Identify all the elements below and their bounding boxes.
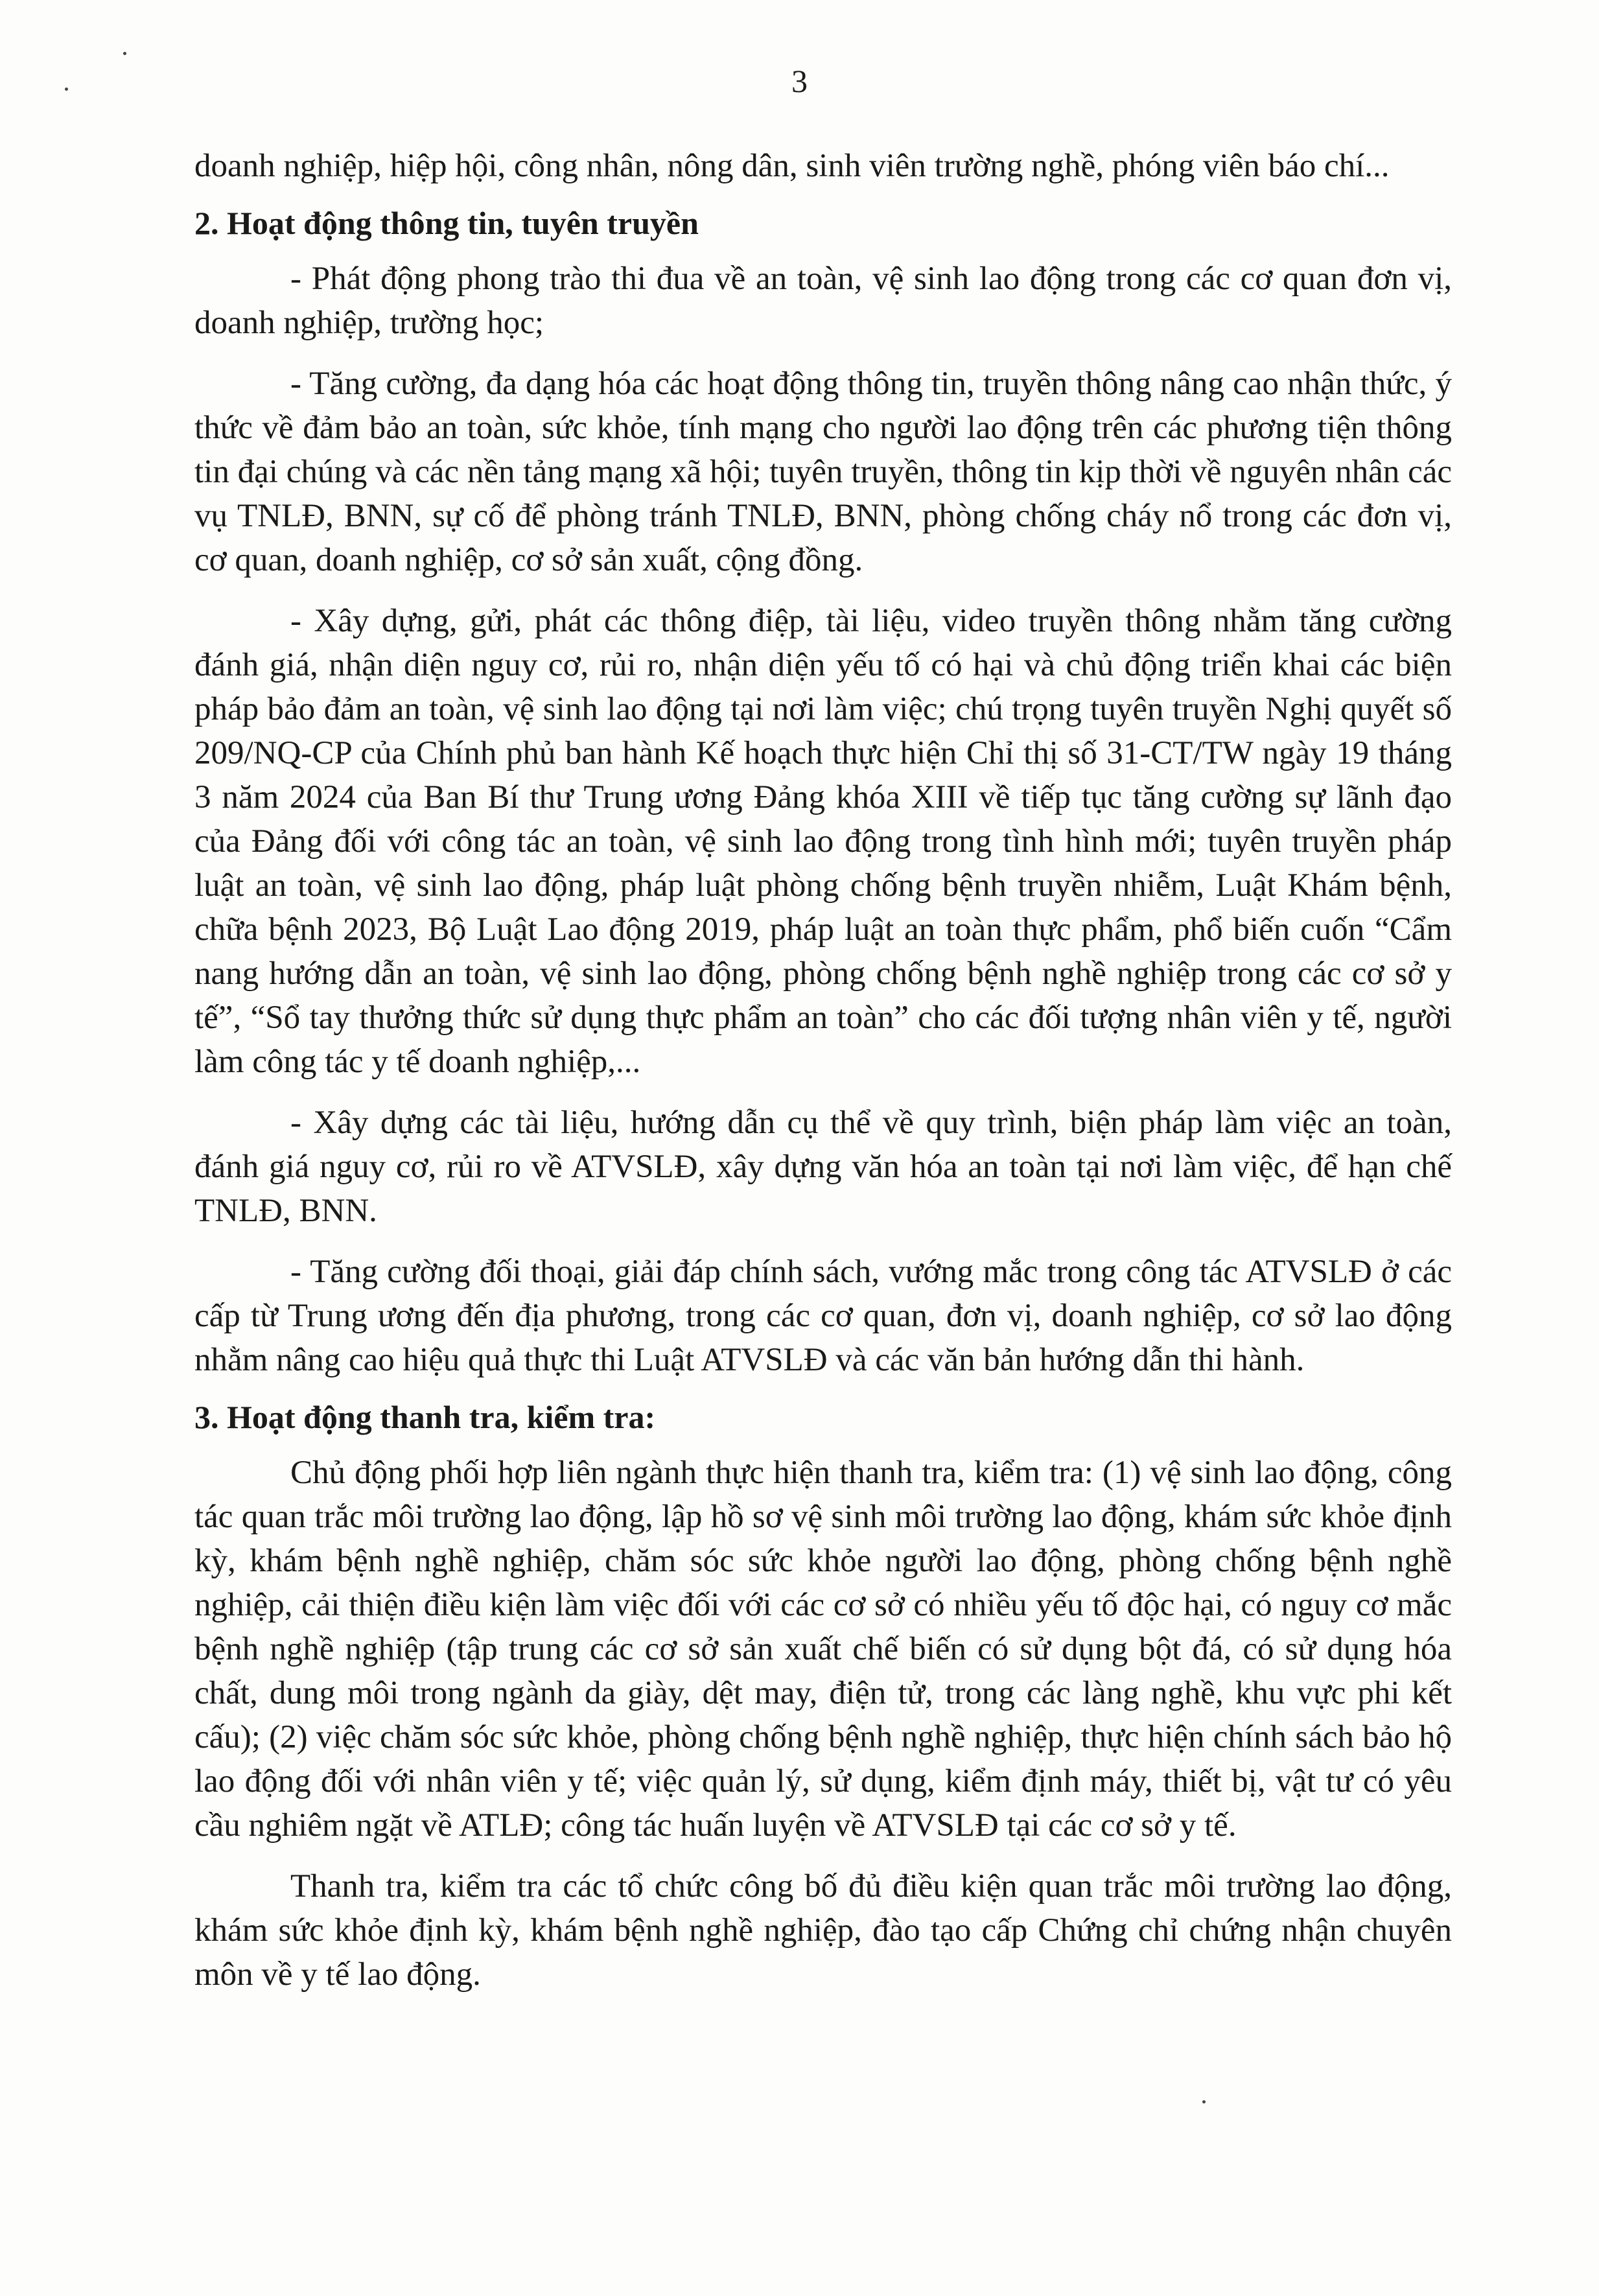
section-3-paragraph: Thanh tra, kiểm tra các tổ chức công bố đủ điều kiện quan trắc môi trường lao động, khám sức khỏe định kỳ, khám bệnh nghề nghiệp, đào tạo cấp Chứng chỉ chứng nhận chuyên môn về y tế lao động. xyxy=(194,1868,1452,1993)
section-2-bullet: - Tăng cường đối thoại, giải đáp chính sách, vướng mắc trong công tác ATVSLĐ ở các cấp từ Trung ương đến địa phương, trong các cơ quan, đơn vị, doanh nghiệp, cơ sở lao động nhằm nâng cao hiệu quả thực thi Luật ATVSLĐ và các văn bản hướng dẫn thi hành. xyxy=(194,1254,1452,1378)
section-2-bullet: - Xây dựng, gửi, phát các thông điệp, tài liệu, video truyền thông nhằm tăng cường đánh giá, nhận diện nguy cơ, rủi ro, nhận diện yếu tố có hại và chủ động triển khai các biện pháp bảo đảm an toàn, vệ sinh lao động tại nơi làm việc; chú trọng tuyên truyền Nghị quyết số 209/NQ-CP của Chính phủ ban hành Kế hoạch thực hiện Chỉ thị số 31-CT/TW ngày 19 tháng 3 năm 2024 của Ban Bí thư Trung ương Đảng khóa XIII về tiếp tục tăng cường sự lãnh đạo của Đảng đối với công tác an toàn, vệ sinh lao động trong tình hình mới; tuyên truyền pháp luật an toàn, vệ sinh lao động, pháp luật phòng chống bệnh truyền nhiễm, Luật Khám bệnh, chữa bệnh 2023, Bộ Luật Lao động 2019, pháp luật an toàn thực phẩm, phổ biến cuốn “Cẩm nang hướng dẫn an toàn, vệ sinh lao động, phòng chống bệnh nghề nghiệp trong các cơ sở y tế”, “Sổ tay thưởng thức sử dụng thực phẩm an toàn” cho các đối tượng nhân viên y tế, người làm công tác y tế doanh nghiệp,... xyxy=(194,603,1452,1080)
section-3-paragraph: Chủ động phối hợp liên ngành thực hiện thanh tra, kiểm tra: (1) vệ sinh lao động, công tác quan trắc môi trường lao động, lập hồ sơ vệ sinh môi trường lao động, khám sức khỏe định kỳ, khám bệnh nghề nghiệp, chăm sóc sức khỏe người lao động, phòng chống bệnh nghề nghiệp, cải thiện điều kiện làm việc đối với các cơ sở có nhiều yếu tố độc hại, có nguy cơ mắc bệnh nghề nghiệp (tập trung các cơ sở sản xuất chế biến có sử dụng bột đá, có sử dụng hóa chất, dung môi trong ngành da giày, dệt may, điện tử, trong các làng nghề, khu vực phi kết cấu); (2) việc chăm sóc sức khỏe, phòng chống bệnh nghề nghiệp, thực hiện chính sách bảo hộ lao động đối với nhân viên y tế; việc quản lý, sử dụng, kiểm định máy, thiết bị, vật tư có yêu cầu nghiêm ngặt về ATLĐ; công tác huấn luyện về ATVSLĐ tại các cơ sở y tế. xyxy=(194,1455,1452,1844)
scan-speck xyxy=(123,52,126,55)
section-2-heading: 2. Hoạt động thông tin, tuyên truyền xyxy=(194,205,699,241)
section-2-bullet: - Tăng cường, đa dạng hóa các hoạt động thông tin, truyền thông nâng cao nhận thức, ý thức về đảm bảo an toàn, sức khỏe, tính mạng cho người lao động trên các phương tiện thông tin đại chúng và các nền tảng mạng xã hội; tuyên truyền, thông tin kịp thời về nguyên nhân các vụ TNLĐ, BNN, sự cố để phòng tránh TNLĐ, BNN, phòng chống cháy nổ trong các đơn vị, cơ quan, doanh nghiệp, cơ sở sản xuất, cộng đồng. xyxy=(194,366,1452,578)
section-2-bullet: - Phát động phong trào thi đua về an toàn, vệ sinh lao động trong các cơ quan đơn vị, doanh nghiệp, trường học; xyxy=(194,261,1452,341)
scan-speck xyxy=(1202,2100,1206,2103)
page-number: 3 xyxy=(791,63,808,99)
intro-continuation: doanh nghiệp, hiệp hội, công nhân, nông dân, sinh viên trường nghề, phóng viên báo chí... xyxy=(194,148,1390,184)
section-3-heading: 3. Hoạt động thanh tra, kiểm tra: xyxy=(194,1399,656,1435)
document-body xyxy=(194,144,1452,1997)
section-2-bullet: - Xây dựng các tài liệu, hướng dẫn cụ thể về quy trình, biện pháp làm việc an toàn, đánh giá nguy cơ, rủi ro về ATVSLĐ, xây dựng văn hóa an toàn tại nơi làm việc, để hạn chế TNLĐ, BNN. xyxy=(194,1105,1452,1229)
